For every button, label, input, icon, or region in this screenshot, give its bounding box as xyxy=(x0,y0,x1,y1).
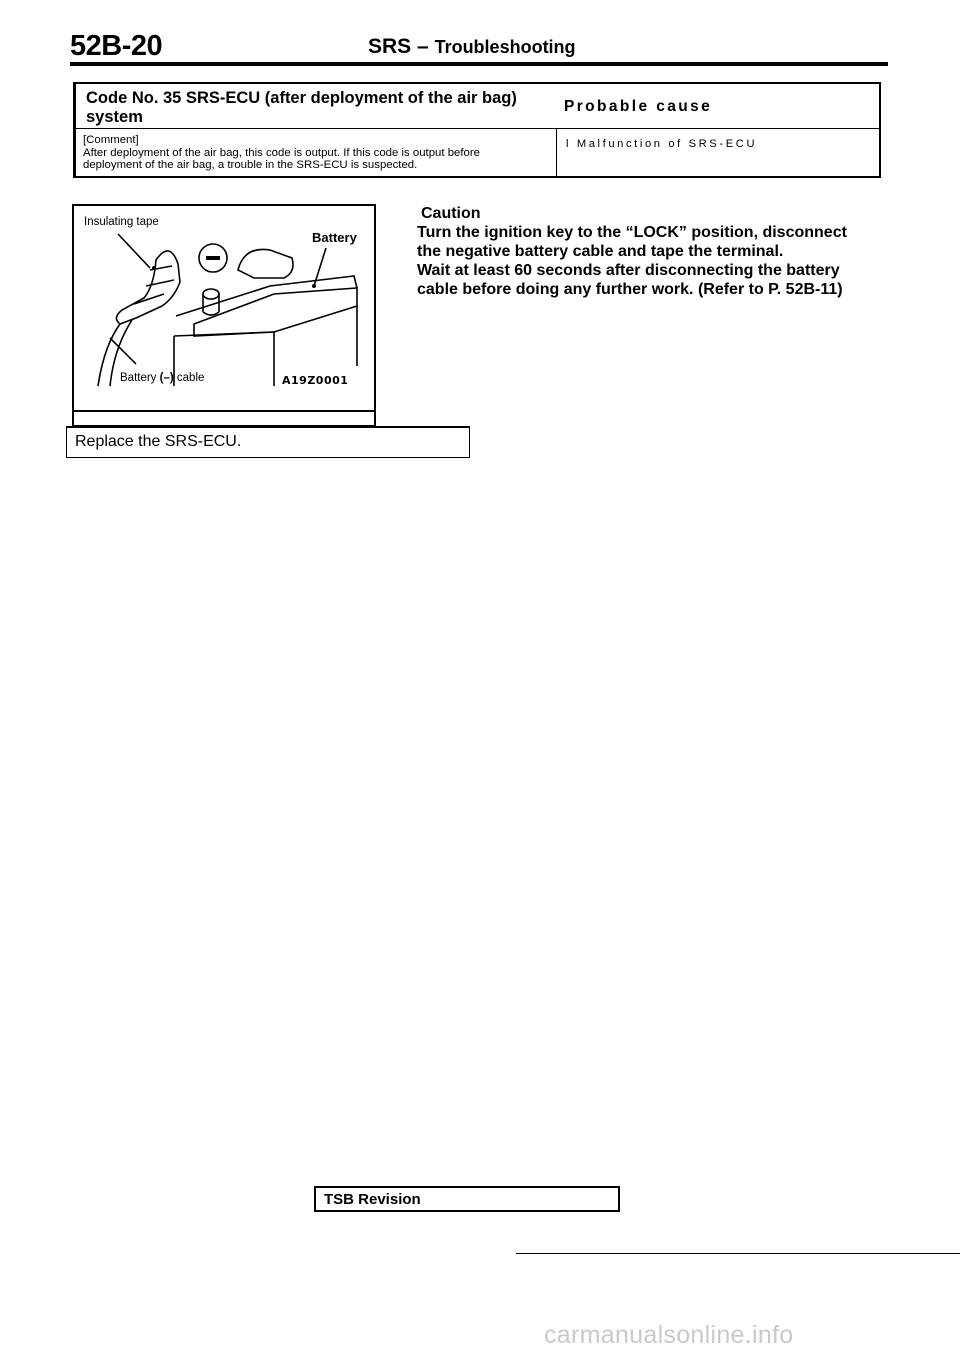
action-box xyxy=(66,426,470,458)
tape-band-2 xyxy=(146,280,174,286)
battery-leader-dot xyxy=(312,284,316,288)
page-title xyxy=(368,35,576,59)
footer-rule xyxy=(516,1253,960,1254)
caution-line-1: Turn the ignition key to the “LOCK” position, disconnect xyxy=(417,224,847,241)
page-number: 52B-20 xyxy=(70,30,163,62)
figure-code: A19Z0001 xyxy=(282,374,349,387)
positive-terminal-cover xyxy=(238,249,293,278)
comment-line-1 xyxy=(83,147,553,160)
caution-line-4: cable before doing any further work. (Refer to P. 52B-11) xyxy=(417,281,843,298)
code-title-line-1: Code No. 35 SRS-ECU (after deployment of the air bag) xyxy=(86,89,517,107)
comment-line-1b: If this code is output before xyxy=(343,146,481,159)
label-battery-cable xyxy=(120,372,204,384)
probable-cause-heading: Probable cause xyxy=(564,98,713,115)
negative-sign xyxy=(206,256,220,260)
caution-line-2: the negative battery cable and tape the terminal. xyxy=(417,243,784,260)
replace-instruction: Replace the SRS-ECU. xyxy=(75,433,242,450)
subsection-name: Troubleshooting xyxy=(434,37,576,57)
battery-lower-edge xyxy=(174,332,274,336)
label-insulating-tape: Insulating tape xyxy=(84,216,159,228)
tsb-revision-box xyxy=(314,1186,620,1212)
label-cable-word-1: Battery xyxy=(120,372,157,384)
comment-line-2: deployment of the air bag, a trouble in the SRS-ECU is suspected. xyxy=(83,159,418,171)
comment-line-1a: After deployment of the air bag, this code is output. xyxy=(83,146,341,159)
label-cable-polarity: (–) xyxy=(159,372,174,384)
watermark: carmanualsonline.info xyxy=(544,1321,794,1349)
tape-leader-line xyxy=(118,234,150,268)
code-title xyxy=(86,89,556,127)
bullet-icon: l xyxy=(566,138,572,150)
header-rule xyxy=(70,62,888,66)
diagnostic-code-table xyxy=(73,82,881,178)
table-column-divider xyxy=(556,128,557,176)
battery-figure xyxy=(72,204,376,412)
figure-bottom-strip xyxy=(72,410,376,427)
code-title-line-2: system xyxy=(86,108,143,126)
comment-text xyxy=(83,134,553,172)
caution-line-3: Wait at least 60 seconds after disconnecting the battery xyxy=(417,262,840,279)
caution-heading: Caution xyxy=(421,205,481,222)
comment-label: [Comment] xyxy=(83,134,139,146)
cause-text: Malfunction of SRS-ECU xyxy=(576,138,758,150)
tape-leader-dot xyxy=(152,266,156,270)
title-dash: – xyxy=(417,35,429,58)
label-cable-word-2: cable xyxy=(176,372,205,384)
tsb-revision-label: TSB Revision xyxy=(324,1191,421,1208)
section-name: SRS xyxy=(368,35,412,58)
table-divider xyxy=(76,128,879,129)
label-battery: Battery xyxy=(312,230,357,245)
tape-band-3 xyxy=(134,294,164,304)
probable-cause-item xyxy=(566,138,757,150)
negative-terminal-post xyxy=(203,289,219,299)
insulating-tape-wrap xyxy=(116,251,180,324)
